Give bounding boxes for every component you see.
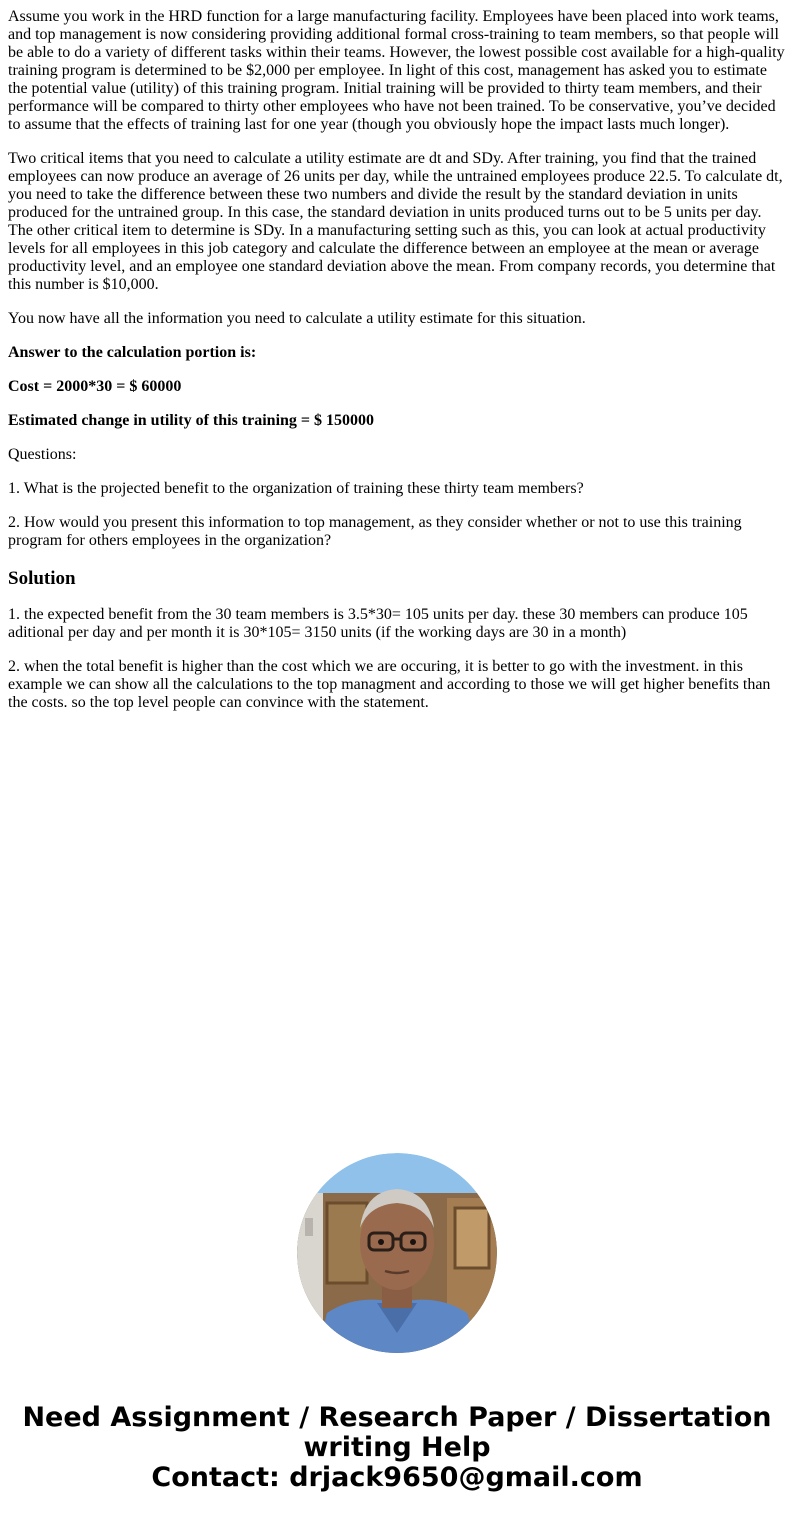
question-paragraph-3: You now have all the information you need to calculate a utility estimate for this situation. (8, 310, 586, 327)
question-paragraph-2: Two critical items that you need to calculate a utility estimate are dt and SDy. After training, you find that the trained employees can now produce an average of 26 units per day, while the untrained employees produce 22.5. To calculate dt, you need to take the difference between these two numbers and divide the result by the standard deviation in units produced for the untrained group. In this case, the standard deviation in units produced turns out to be 5 units per day. The other critical item to determine is SDy. In a manufacturing setting such as this, you can look at actual productivity levels for all employees in this job category and calculate the difference between an employee at the mean or average productivity level, and an employee one standard deviation above the mean. From company records, you determine that this number is $10,000. (8, 150, 783, 293)
footer-contact-line: Contact: drjack9650@gmail.com (151, 1462, 643, 1493)
document-body (8, 0, 786, 728)
solution-heading: Solution (8, 568, 76, 589)
avatar-portrait-icon (297, 1153, 497, 1353)
utility-line: Estimated change in utility of this training = $ 150000 (8, 412, 375, 429)
question-paragraph-1: Assume you work in the HRD function for a large manufacturing facility. Employees have been placed into work teams, and top management is now considering providing additional formal cross-training to team members, so that people will be able to do a variety of different tasks within their teams. However, the lowest possible cost available for a high-quality training program is determined to be $2,000 per employee. In light of this cost, management has asked you to estimate the potential value (utility) of this training program. Initial training will be provided to thirty team members, and their performance will be compared to thirty other employees who have not been trained. To be conservative, you’ve decided to assume that the effects of training last for one year (though you obviously hope the impact lasts much longer). (8, 8, 785, 133)
question-2: 2. How would you present this information to top management, as they consider whether or not to use this training program for others employees in the organization? (8, 514, 742, 549)
questions-label: Questions: (8, 446, 77, 463)
footer-contact-banner (0, 1403, 794, 1493)
footer-line-1: Need Assignment / Research Paper / Dissertation (22, 1402, 772, 1433)
solution-answer-1: 1. the expected benefit from the 30 team members is 3.5*30= 105 units per day. these 30 members can produce 105 aditional per day and per month it is 30*105= 3150 units (if the working days are 30 in a month) (8, 606, 748, 641)
question-1: 1. What is the projected benefit to the organization of training these thirty team members? (8, 480, 584, 497)
footer-line-2: writing Help (303, 1432, 491, 1463)
answer-heading: Answer to the calculation portion is: (8, 344, 257, 361)
solution-answer-2: 2. when the total benefit is higher than the cost which we are occuring, it is better to go with the investment. in this example we can show all the calculations to the top managment and according to those we will get higher benefits than the costs. so the top level people can convince with the statement. (8, 658, 771, 711)
cost-line: Cost = 2000*30 = $ 60000 (8, 378, 182, 395)
avatar (297, 1153, 497, 1353)
